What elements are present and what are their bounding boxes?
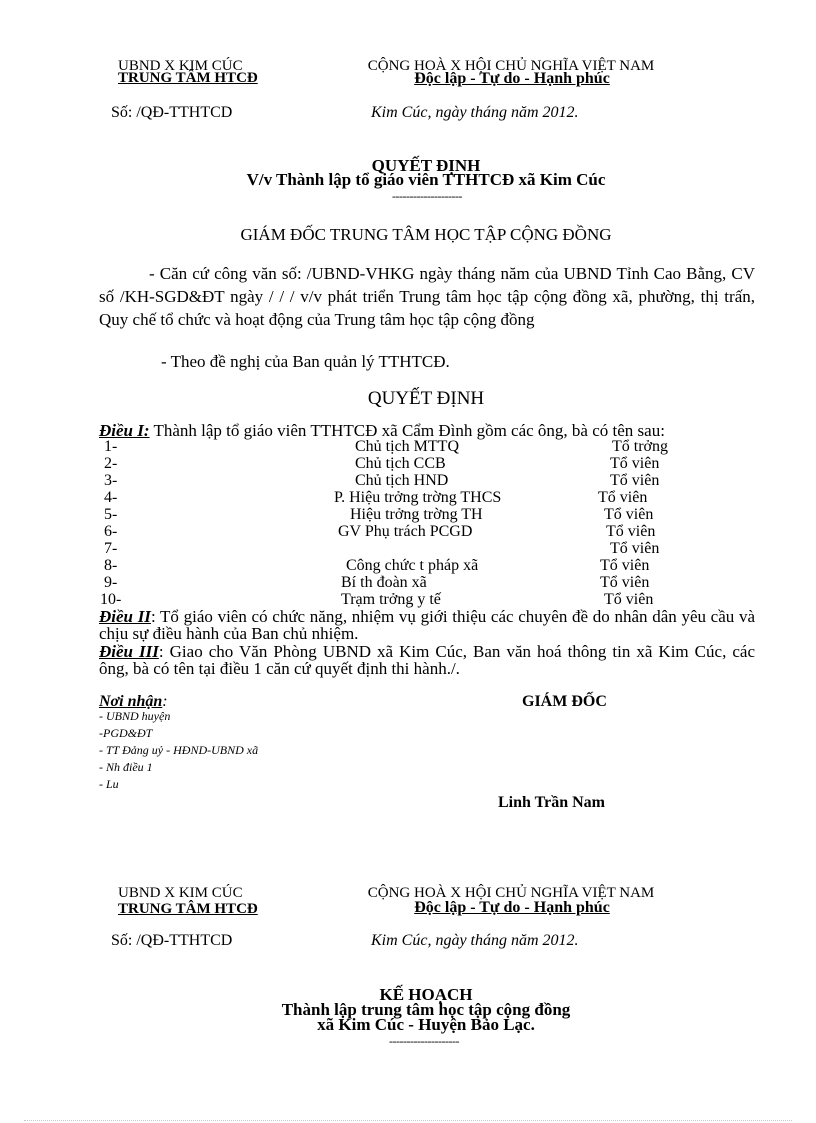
member-no: 7- <box>104 540 118 557</box>
org-name: UBND X KIM CÚC <box>118 58 243 74</box>
recipient-item: - UBND huyện <box>99 709 171 723</box>
article-1-text: Thành lập tổ giáo viên TTHTCĐ xã Cẩm Đình gồm các ông, bà có tên sau: <box>149 421 665 440</box>
member-role: Tổ viên <box>610 455 660 472</box>
member-role: Tổ viên <box>610 472 660 489</box>
document-number: Số: /QĐ-TTHTCD <box>111 932 233 949</box>
member-no: 9- <box>104 574 118 591</box>
member-role: Tổ viên <box>604 591 654 608</box>
issuing-authority: GIÁM ĐỐC TRUNG TÂM HỌC TẬP CỘNG ĐỒNG <box>240 225 612 244</box>
member-no: 10- <box>100 591 122 608</box>
member-no: 6- <box>104 523 118 540</box>
recipient-item: - Nh điều 1 <box>99 760 153 774</box>
member-no: 4- <box>104 489 118 506</box>
member-no: 1- <box>104 438 118 455</box>
member-position: P. Hiệu trởng trờng THCS <box>334 489 502 506</box>
article-1 <box>99 422 665 439</box>
decision-heading: QUYẾT ĐỊNH <box>367 388 485 409</box>
member-role: Tổ viên <box>600 574 650 591</box>
member-role: Tổ trởng <box>612 438 669 455</box>
org-name: UBND X KIM CÚC <box>118 885 243 901</box>
member-role: Tổ viên <box>610 540 660 557</box>
nation-motto: Độc lập - Tự do - Hạnh phúc <box>414 70 610 87</box>
title-divider: -------------------- <box>392 189 462 203</box>
article-2-label: Điều II <box>99 607 151 626</box>
recipients-colon: : <box>162 693 168 710</box>
member-no: 5- <box>104 506 118 523</box>
org-unit: TRUNG TÂM HTCĐ <box>118 70 258 86</box>
nation-motto: Độc lập - Tự do - Hạnh phúc <box>414 899 610 916</box>
article-3 <box>99 643 755 677</box>
nation-name: CỘNG HOÀ X HỘI CHỦ NGHĨA VIỆT NAM <box>367 885 655 901</box>
document-subtitle: Thành lập trung tâm học tập cộng đồng <box>281 1000 571 1019</box>
document-subtitle-2: xã Kim Cúc - Huyện Bảo Lạc. <box>317 1015 535 1034</box>
recipient-item: -PGD&ĐT <box>99 726 153 740</box>
member-role: Tổ viên <box>604 506 654 523</box>
article-3-label: Điều III <box>99 642 159 661</box>
article-1-label: Điều I: <box>99 421 150 440</box>
member-position: Bí th đoàn xã <box>341 574 427 591</box>
member-position: Chủ tịch CCB <box>355 455 446 472</box>
member-no: 3- <box>104 472 118 489</box>
recipient-item: - TT Đảng uỷ - HĐND-UBND xã <box>99 743 259 757</box>
document-title: QUYẾT ĐỊNH <box>371 156 481 175</box>
place-date: Kim Cúc, ngày tháng năm 2012. <box>371 932 579 949</box>
nation-name: CỘNG HOÀ X HỘI CHỦ NGHĨA VIỆT NAM <box>367 58 655 74</box>
member-role: Tổ viên <box>598 489 648 506</box>
member-position: GV Phụ trách PCGD <box>338 523 473 540</box>
signer-name: Linh Trần Nam <box>498 794 605 811</box>
member-position: Trạm trởng y tế <box>341 591 441 608</box>
member-role: Tổ viên <box>600 557 650 574</box>
member-no: 2- <box>104 455 118 472</box>
member-position: Hiệu trởng trờng TH <box>350 506 483 523</box>
member-position: Chủ tịch HND <box>355 472 449 489</box>
document-title: KẾ HOẠCH <box>379 985 473 1004</box>
legal-basis-paragraph: - Căn cứ công văn số: /UBND-VHKG ngày tháng năm của UBND Tỉnh Cao Bằng, CV số /KH-SGD&ĐT ngày / / / v/v phát triển Trung tâm học tập cộng đồng xã, phường, thị trấn, Quy chế tổ chức và hoạt động của Trung tâm học tập cộng đồng <box>99 264 755 329</box>
signer-title: GIÁM ĐỐC <box>522 693 607 710</box>
recipients-heading <box>99 694 168 710</box>
member-position: Công chức t pháp xã <box>346 557 479 574</box>
member-no: 8- <box>104 557 118 574</box>
member-position: Chủ tịch MTTQ <box>355 438 459 455</box>
place-date: Kim Cúc, ngày tháng năm 2012. <box>371 104 579 121</box>
org-unit: TRUNG TÂM HTCĐ <box>118 901 258 917</box>
article-2 <box>99 608 755 642</box>
recipients-label: Nơi nhận <box>99 693 163 710</box>
recipient-item: - Lu <box>99 777 119 791</box>
member-role: Tổ viên <box>606 523 656 540</box>
article-2-text: : Tổ giáo viên có chức năng, nhiệm vụ giới thiệu các chuyên đề do nhân dân yêu cầu và chịu sự điều hành của Ban chủ nhiệm. <box>99 607 756 643</box>
document-number: Số: /QĐ-TTHTCD <box>111 104 233 121</box>
title-divider: -------------------- <box>389 1034 459 1048</box>
proposal-basis: - Theo đề nghị của Ban quản lý TTHTCĐ. <box>161 352 450 371</box>
document-subtitle: V/v Thành lập tổ giáo viên TTHTCĐ xã Kim Cúc <box>246 170 606 189</box>
article-3-text: : Giao cho Văn Phòng UBND xã Kim Cúc, Ban văn hoá thông tin xã Kim Cúc, các ông, bà có tên tại điều 1 căn cứ quyết định thi hành./. <box>99 642 755 678</box>
page-bottom-border <box>24 1120 792 1121</box>
